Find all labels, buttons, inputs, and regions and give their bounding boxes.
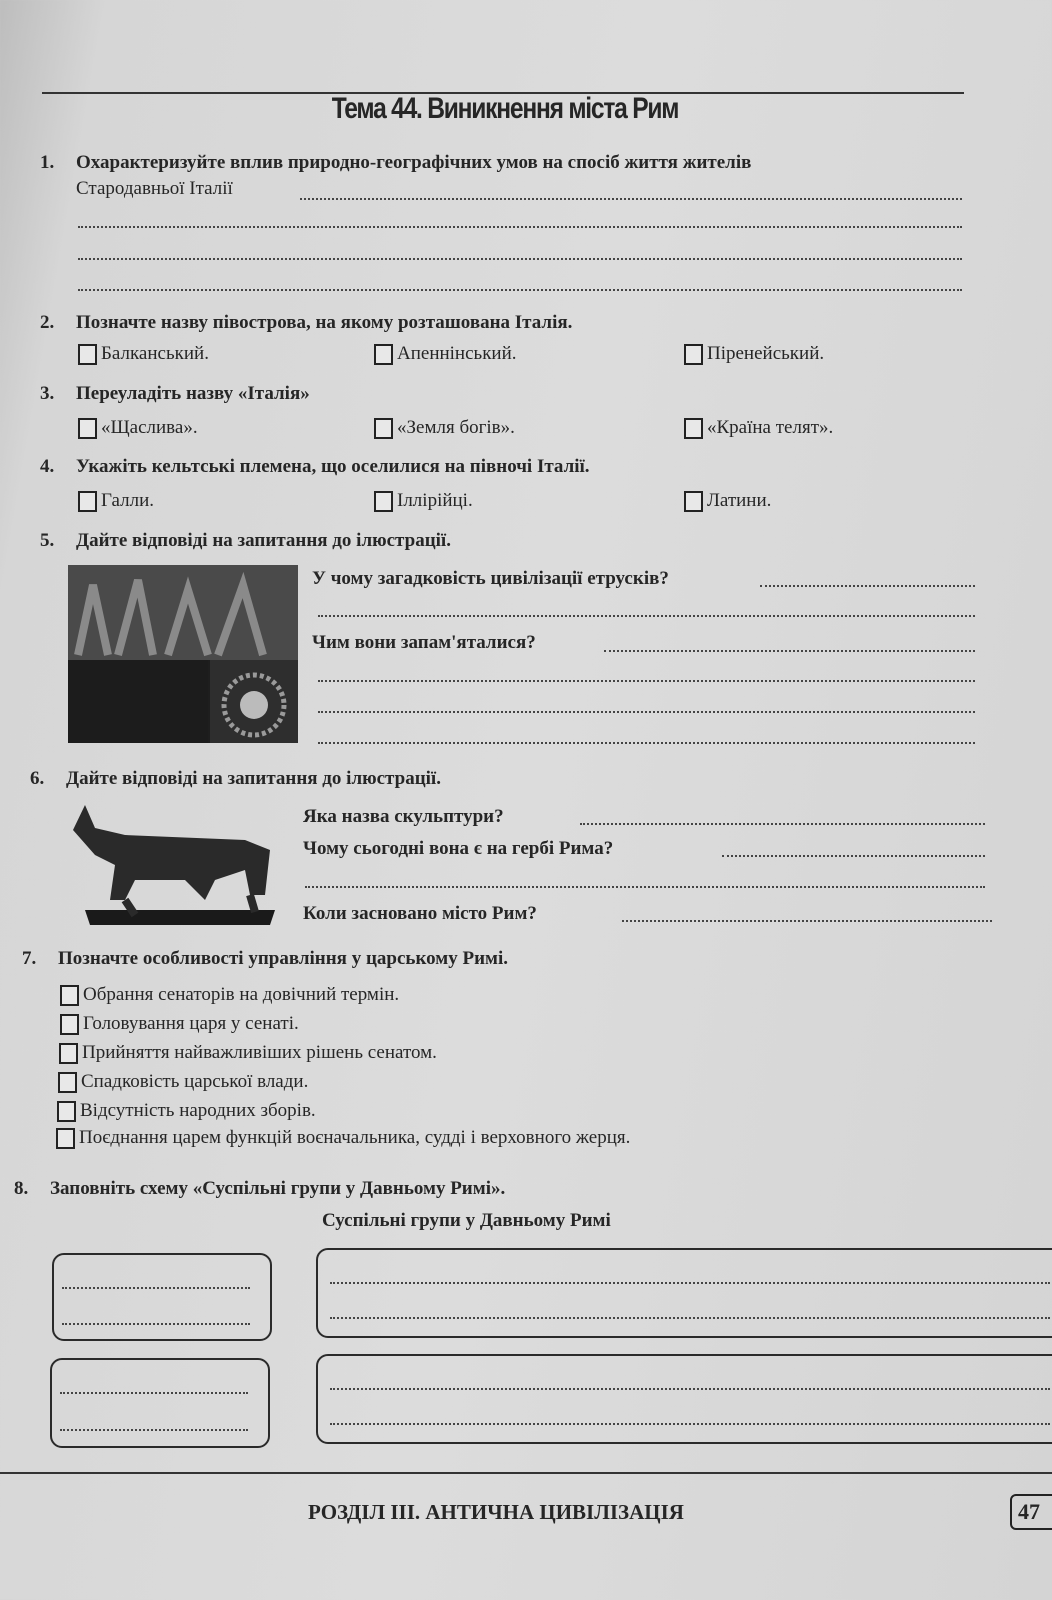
option-label: Поєднання царем функцій воєначальника, судді і верховного жерця.: [79, 1127, 631, 1148]
question-number: 3.: [40, 383, 55, 404]
question-number: 7.: [22, 948, 37, 969]
question-text: Позначте особливості управління у царському Римі.: [58, 948, 509, 969]
question-number: 2.: [40, 312, 55, 333]
scheme-group-box: [52, 1253, 272, 1341]
option-label: Головування царя у сенаті.: [83, 1013, 299, 1034]
option-checkbox[interactable]: [78, 490, 154, 512]
option-label: «Країна телят».: [707, 417, 834, 438]
checkbox-icon[interactable]: [684, 344, 703, 365]
checkbox-icon[interactable]: [78, 491, 97, 512]
option-label: Балканський.: [101, 343, 209, 364]
answer-line[interactable]: [60, 1429, 248, 1431]
option-label: Відсутність народних зборів.: [80, 1100, 316, 1121]
answer-line[interactable]: [305, 886, 985, 888]
answer-line[interactable]: [330, 1317, 1050, 1319]
scheme-description-box: [316, 1248, 1052, 1338]
question-text: Позначте назву півострова, на якому розташована Італія.: [76, 312, 573, 333]
question-text: Заповніть схему «Суспільні групи у Давньому Римі».: [50, 1178, 506, 1199]
option-label: Піренейський.: [707, 343, 825, 364]
page-title: Тема 44. Виникнення міста Рим: [331, 92, 679, 125]
answer-line[interactable]: [318, 680, 975, 682]
option-checkbox[interactable]: [59, 1042, 437, 1064]
question-number: 5.: [40, 530, 55, 551]
checkbox-icon[interactable]: [374, 344, 393, 365]
question-text: Охарактеризуйте вплив природно-географічних умов на спосіб життя жителів: [76, 152, 752, 173]
sub-question: У чому загадковість цивілізації етрусків?: [312, 568, 669, 589]
answer-line[interactable]: [622, 920, 992, 922]
section-footer: РОЗДІЛ ІІІ. АНТИЧНА ЦИВІЛІЗАЦІЯ: [308, 1500, 684, 1524]
question-7: [22, 948, 508, 970]
answer-line[interactable]: [604, 650, 975, 652]
option-label: Прийняття найважливіших рішень сенатом.: [82, 1042, 437, 1063]
sub-question: Коли засновано місто Рим?: [303, 903, 537, 924]
checkbox-icon[interactable]: [684, 418, 703, 439]
question-number: 1.: [40, 152, 55, 173]
etruscan-art-image: [68, 565, 298, 743]
question-text: Укажіть кельтські племена, що оселилися на півночі Італії.: [76, 456, 590, 477]
page-number: 47: [1010, 1494, 1052, 1530]
option-checkbox[interactable]: [58, 1071, 308, 1093]
answer-line[interactable]: [78, 289, 962, 291]
scheme-description-box: [316, 1354, 1052, 1444]
question-5: [40, 530, 451, 552]
checkbox-icon[interactable]: [684, 491, 703, 512]
question-text-line2: Стародавньої Італії: [76, 178, 233, 199]
option-label: «Щаслива».: [101, 417, 198, 438]
answer-line[interactable]: [760, 585, 975, 587]
option-checkbox[interactable]: [56, 1127, 630, 1149]
option-checkbox[interactable]: [374, 417, 515, 439]
answer-line[interactable]: [330, 1282, 1050, 1284]
option-checkbox[interactable]: [374, 343, 517, 365]
question-4: [40, 456, 590, 478]
checkbox-icon[interactable]: [56, 1128, 75, 1149]
option-label: «Земля богів».: [397, 417, 515, 438]
answer-line[interactable]: [318, 615, 975, 617]
checkbox-icon[interactable]: [57, 1101, 76, 1122]
answer-line[interactable]: [580, 823, 985, 825]
answer-line[interactable]: [330, 1423, 1050, 1425]
checkbox-icon[interactable]: [60, 1014, 79, 1035]
checkbox-icon[interactable]: [59, 1043, 78, 1064]
sub-question: Яка назва скульптури?: [303, 806, 504, 827]
option-checkbox[interactable]: [684, 490, 771, 512]
question-text: Дайте відповіді на запитання до ілюстрації.: [76, 530, 451, 551]
option-label: Іллірійці.: [397, 490, 473, 511]
option-checkbox[interactable]: [78, 343, 209, 365]
option-label: Спадковість царської влади.: [81, 1071, 309, 1092]
option-checkbox[interactable]: [374, 490, 473, 512]
option-checkbox[interactable]: [684, 343, 824, 365]
sub-question: Чим вони запам'яталися?: [312, 632, 536, 653]
answer-line[interactable]: [318, 742, 975, 744]
checkbox-icon[interactable]: [78, 418, 97, 439]
question-6: [30, 768, 441, 790]
answer-line[interactable]: [60, 1392, 248, 1394]
etruscan-fresco-illustration: [68, 565, 298, 743]
option-checkbox[interactable]: [60, 1013, 299, 1035]
sub-question: Чому сьогодні вона є на гербі Рима?: [303, 838, 614, 859]
checkbox-icon[interactable]: [374, 491, 393, 512]
question-number: 4.: [40, 456, 55, 477]
answer-line[interactable]: [78, 258, 962, 260]
checkbox-icon[interactable]: [78, 344, 97, 365]
option-checkbox[interactable]: [78, 417, 198, 439]
answer-line[interactable]: [318, 711, 975, 713]
option-checkbox[interactable]: [57, 1100, 316, 1122]
option-label: Обрання сенаторів на довічний термін.: [83, 984, 400, 1005]
checkbox-icon[interactable]: [58, 1072, 77, 1093]
question-text: Дайте відповіді на запитання до ілюстрації.: [66, 768, 441, 789]
question-number: 6.: [30, 768, 45, 789]
question-2: [40, 312, 572, 334]
option-label: Латини.: [707, 490, 772, 511]
answer-line[interactable]: [62, 1323, 250, 1325]
she-wolf-sculpture-illustration: [65, 800, 297, 928]
answer-line[interactable]: [722, 855, 985, 857]
capitoline-wolf-image: [65, 800, 297, 928]
scheme-group-box: [50, 1358, 270, 1448]
question-number: 8.: [14, 1178, 29, 1199]
option-label: Галли.: [101, 490, 154, 511]
scheme-title: Суспільні групи у Давньому Римі: [322, 1210, 611, 1231]
answer-line[interactable]: [78, 226, 962, 228]
answer-line[interactable]: [62, 1287, 250, 1289]
question-text: Переуладіть назву «Італія»: [76, 383, 310, 404]
answer-line[interactable]: [300, 198, 962, 200]
option-checkbox[interactable]: [684, 417, 833, 439]
checkbox-icon[interactable]: [60, 985, 79, 1006]
question-8: [14, 1178, 505, 1200]
question-3: [40, 383, 310, 405]
footer-rule: [0, 1472, 1052, 1474]
answer-line[interactable]: [330, 1388, 1050, 1390]
question-1: [40, 152, 751, 174]
option-checkbox[interactable]: [60, 984, 399, 1006]
option-label: Апеннінський.: [397, 343, 517, 364]
checkbox-icon[interactable]: [374, 418, 393, 439]
